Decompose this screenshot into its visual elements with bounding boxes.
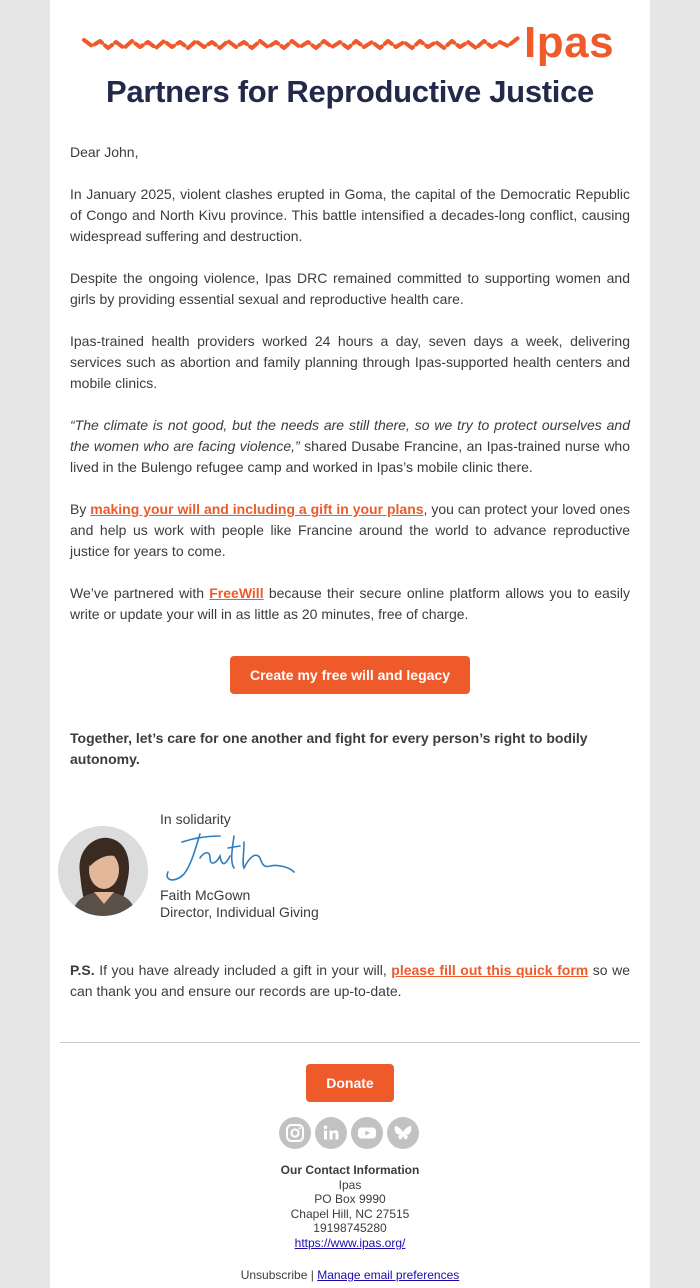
quote-text: “The climate is not good, but the needs are still there, so we try to protect ourselves and the women who are facing violence,” xyxy=(70,417,630,454)
freewill-link[interactable]: FreeWill xyxy=(209,585,264,601)
page-title: Partners for Reproductive Justice xyxy=(106,74,594,109)
linkedin-icon[interactable] xyxy=(315,1117,347,1149)
contact-title: Our Contact Information xyxy=(280,1163,420,1177)
signer-title: Director, Individual Giving xyxy=(160,904,319,920)
closing-statement: Together, let’s care for one another and fight for every person’s right to bodily autonomy. xyxy=(70,730,588,767)
greeting: Dear John, xyxy=(70,144,139,160)
ps-label: P.S. xyxy=(70,962,95,978)
contact-information xyxy=(50,1163,650,1250)
email-footer xyxy=(50,1268,650,1282)
footer-divider xyxy=(60,1042,640,1043)
create-will-button[interactable]: Create my free will and legacy xyxy=(230,656,470,694)
signer-photo xyxy=(58,826,148,916)
ipas-logo-text[interactable]: Ipas xyxy=(524,18,615,67)
bluesky-icon[interactable] xyxy=(387,1117,419,1149)
unsubscribe-text[interactable]: Unsubscribe xyxy=(240,1268,308,1282)
donate-button[interactable]: Donate xyxy=(306,1064,394,1102)
brand-wave-graphic xyxy=(82,28,522,58)
email-card xyxy=(50,0,650,1288)
ps-text-post: so we can thank you and ensure our records are up-to-date. xyxy=(70,962,630,999)
avatar xyxy=(58,826,148,916)
paragraph-goma: In January 2025, violent clashes erupted in Goma, the capital of the Democratic Republic of Congo and North Kivu province. This battle intensified a decades-long conflict, causing widespread suffering and destruction. xyxy=(70,186,630,244)
contact-org: Ipas xyxy=(338,1177,362,1192)
footer-separator: | xyxy=(307,1268,318,1282)
quick-form-link[interactable]: please fill out this quick form xyxy=(391,962,589,978)
handwritten-signature xyxy=(160,828,300,888)
contact-po-box: PO Box 9990 xyxy=(314,1192,386,1206)
social-links xyxy=(279,1117,419,1149)
paragraph-freewill xyxy=(70,583,630,625)
website-link[interactable]: https://www.ipas.org/ xyxy=(294,1235,406,1250)
freewill-text-pre: We’ve partnered with xyxy=(70,585,210,601)
manage-preferences-link[interactable]: Manage email preferences xyxy=(317,1268,460,1282)
freewill-text-post: because their secure online platform allows you to easily write or update your will in as little as 20 minutes, free of charge. xyxy=(70,585,630,622)
instagram-icon[interactable] xyxy=(279,1117,311,1149)
postscript xyxy=(70,960,630,1002)
paragraph-providers: Ipas-trained health providers worked 24 hours a day, seven days a week, delivering services such as abortion and family planning through Ipas-supported health centers and mobile clinics. xyxy=(70,333,630,391)
youtube-icon[interactable] xyxy=(351,1117,383,1149)
paragraph-quote xyxy=(70,415,630,478)
will-gift-link[interactable]: making your will and including a gift in your plans xyxy=(90,501,424,517)
quote-attribution: shared Dusabe Francine, an Ipas-trained nurse who lived in the Bulengo refugee camp and worked in Ipas’s mobile clinic there. xyxy=(70,438,631,475)
paragraph-commitment: Despite the ongoing violence, Ipas DRC remained committed to supporting women and girls by providing essential sexual and reproductive health care. xyxy=(70,270,630,307)
ps-text-pre: If you have already included a gift in your will, xyxy=(94,962,392,978)
contact-phone: 19198745280 xyxy=(313,1221,387,1235)
signature-salutation: In solidarity xyxy=(160,811,231,827)
paragraph-will xyxy=(70,499,630,562)
will-text-post: , you can protect your loved ones and help us work with people like Francine around the world to advance reproductive justice for years to come. xyxy=(70,501,630,559)
signer-name: Faith McGown xyxy=(160,887,251,903)
will-text-pre: By xyxy=(70,501,91,517)
email-header xyxy=(50,0,650,130)
email-body xyxy=(70,142,630,646)
contact-city: Chapel Hill, NC 27515 xyxy=(290,1206,410,1221)
